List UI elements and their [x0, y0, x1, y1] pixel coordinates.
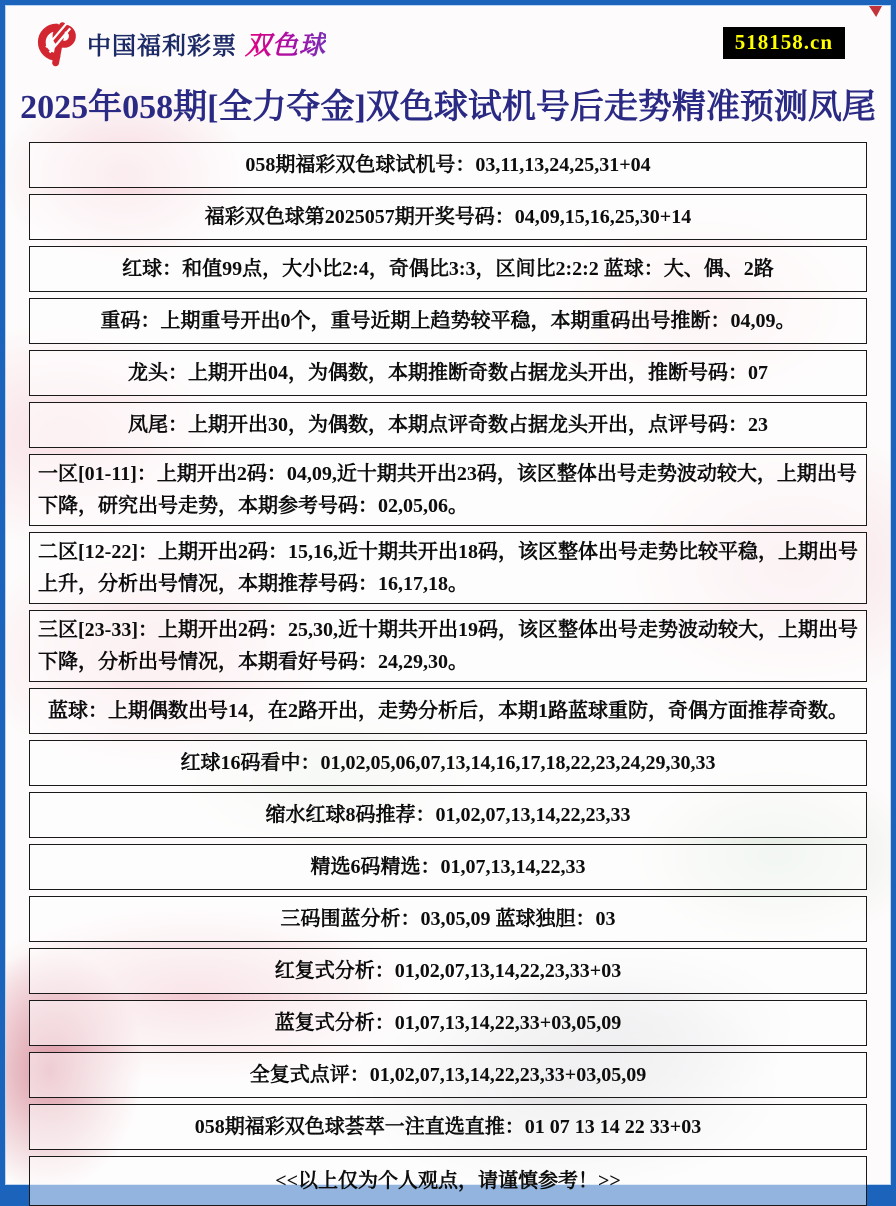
row-zone2-analysis: 二区[12-22]：上期开出2码：15,16,近十期共开出18码，该区整体出号走势比较平稳，上期出号上升，分析出号情况，本期推荐号码：16,17,18。	[29, 532, 867, 604]
brand-name: 中国福利彩票	[87, 32, 237, 60]
row-red-16-picks: 红球16码看中：01,02,05,06,07,13,14,16,17,18,22,23,24,29,30,33	[29, 740, 867, 786]
row-draw-result: 福彩双色球第2025057期开奖号码：04,09,15,16,25,30+14	[29, 194, 867, 240]
page-title: 2025年058期[全力夺金]双色球试机号后走势精准预测凤尾	[20, 89, 876, 126]
site-url-badge: 518158.cn	[723, 27, 845, 59]
row-red-8-picks: 缩水红球8码推荐：01,02,07,13,14,22,23,33	[29, 792, 867, 838]
page	[5, 5, 891, 1192]
row-blue-complex: 蓝复式分析：01,07,13,14,22,33+03,05,09	[29, 1000, 867, 1046]
row-zone3-analysis: 三区[23-33]：上期开出2码：25,30,近十期共开出19码，该区整体出号走势波动较大，上期出号下降，分析出号情况，本期看好号码：24,29,30。	[29, 610, 867, 682]
product-name: 双色球	[245, 25, 326, 62]
row-red-complex: 红复式分析：01,02,07,13,14,22,23,33+03	[29, 948, 867, 994]
row-direct-pick: 058期福彩双色球荟萃一注直选直推：01 07 13 14 22 33+03	[29, 1104, 867, 1150]
row-repeat-number: 重码：上期重号开出0个，重号近期上趋势较平稳，本期重码出号推断：04,09。	[29, 298, 867, 344]
row-red-ball-stats: 红球：和值99点，大小比2:4，奇偶比3:3，区间比2:2:2 蓝球：大、偶、2路	[29, 246, 867, 292]
site-logo	[27, 18, 326, 68]
header	[5, 5, 891, 69]
row-red-6-picks: 精选6码精选：01,07,13,14,22,33	[29, 844, 867, 890]
row-dragon-head: 龙头：上期开出04，为偶数，本期推断奇数占据龙头开出，推断号码：07	[29, 350, 867, 396]
prediction-rows	[29, 142, 867, 1206]
row-blue-ball-analysis: 蓝球：上期偶数出号14，在2路开出，走势分析后，本期1路蓝球重防，奇偶方面推荐奇数。	[29, 688, 867, 734]
row-phoenix-tail: 凤尾：上期开出30，为偶数，本期点评奇数占据龙头开出，点评号码：23	[29, 402, 867, 448]
row-zone1-analysis: 一区[01-11]：上期开出2码：04,09,近十期共开出23码，该区整体出号走势波动较大，上期出号下降，研究出号走势，本期参考号码：02,05,06。	[29, 454, 867, 526]
row-disclaimer: <<以上仅为个人观点，请谨慎参考！>>	[29, 1156, 867, 1206]
row-full-complex: 全复式点评：01,02,07,13,14,22,23,33+03,05,09	[29, 1052, 867, 1098]
row-test-numbers: 058期福彩双色球试机号：03,11,13,24,25,31+04	[29, 142, 867, 188]
row-blue-3-picks: 三码围蓝分析：03,05,09 蓝球独胆：03	[29, 896, 867, 942]
china-welfare-lottery-logo-icon	[27, 18, 79, 68]
